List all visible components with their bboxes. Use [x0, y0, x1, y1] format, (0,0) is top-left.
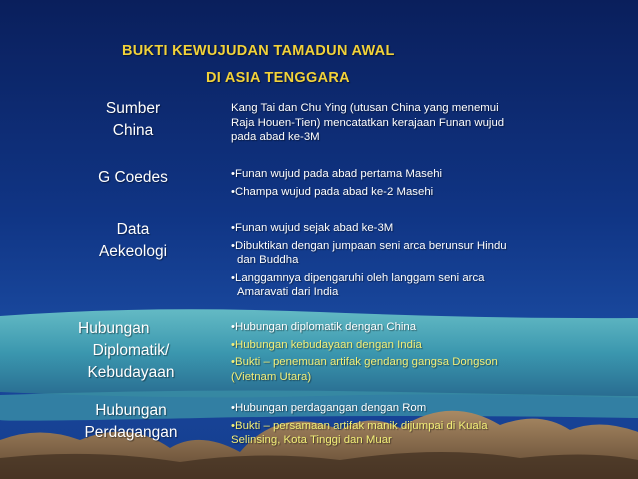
- bullet-continuation: (Vietnam Utara): [231, 370, 312, 383]
- row-label-sumber-china: [78, 98, 188, 142]
- bullet-line: •Dibuktikan dengan jumpaan seni arca berunsur Hindu: [231, 239, 507, 252]
- bullet-line: Amaravati dari India: [237, 286, 339, 298]
- bullet-item: •Funan wujud pada abad pertama Masehi: [231, 168, 443, 180]
- label-line: Hubungan: [78, 320, 150, 337]
- label-line: Aekeologi: [98, 243, 168, 260]
- bullet-item: •Hubungan kebudayaan dengan India: [231, 338, 422, 351]
- bullet-item: [231, 271, 611, 300]
- paragraph-line: Raja Houen-Tien) mencatatkan kerajaan Funan wujud: [231, 116, 505, 129]
- slide-title-line-1: BUKTI KEWUJUDAN TAMADUN AWAL: [122, 43, 395, 59]
- row-label-g-coedes: [78, 167, 188, 189]
- bullet-item: •Bukti – persamaan artifak manik dijumpai di Kuala: [231, 419, 488, 432]
- row-content-hubungan-diplomatik: [231, 320, 611, 384]
- label-line: Data: [116, 221, 150, 238]
- label-line: Perdagangan: [84, 424, 178, 441]
- row-content-sumber-china: [231, 101, 611, 145]
- bullet-item: [231, 239, 611, 268]
- slide-title-line-2: DI ASIA TENGGARA: [206, 70, 350, 86]
- row-label-data-aekeologi: [76, 219, 190, 263]
- row-label-hubungan-perdagangan: [72, 400, 190, 444]
- paragraph-line: Kang Tai dan Chu Ying (utusan China yang menemui: [231, 102, 499, 114]
- label-line: Sumber: [105, 100, 161, 117]
- bullet-line: •Langgamnya dipengaruhi oleh langgam seni arca: [231, 271, 485, 284]
- bullet-item: •Bukti – penemuan artifak gendang gangsa Dongson: [231, 356, 498, 368]
- bullet-item: •Hubungan diplomatik dengan China: [231, 321, 417, 333]
- row-content-g-coedes: [231, 167, 611, 202]
- bullet-item: •Champa wujud pada abad ke-2 Masehi: [231, 185, 434, 198]
- row-content-data-aekeologi: [231, 221, 611, 303]
- label-line: Hubungan: [95, 402, 167, 419]
- label-line: Kebudayaan: [87, 364, 175, 381]
- label-line: China: [112, 122, 154, 139]
- bullet-line: •Funan wujud sejak abad ke-3M: [231, 222, 394, 234]
- label-line: Diplomatik/: [92, 342, 170, 359]
- row-content-hubungan-perdagangan: [231, 401, 611, 448]
- row-label-hubungan-diplomatik: [72, 318, 190, 384]
- bullet-item: [231, 221, 611, 236]
- bullet-item: •Hubungan perdagangan dengan Rom: [231, 402, 427, 414]
- paragraph-line: pada abad ke-3M: [231, 131, 320, 143]
- bullet-continuation: Selinsing, Kota Tinggi dan Muar: [231, 434, 392, 446]
- label-line: G Coedes: [98, 169, 168, 186]
- bullet-line: dan Buddha: [237, 254, 299, 266]
